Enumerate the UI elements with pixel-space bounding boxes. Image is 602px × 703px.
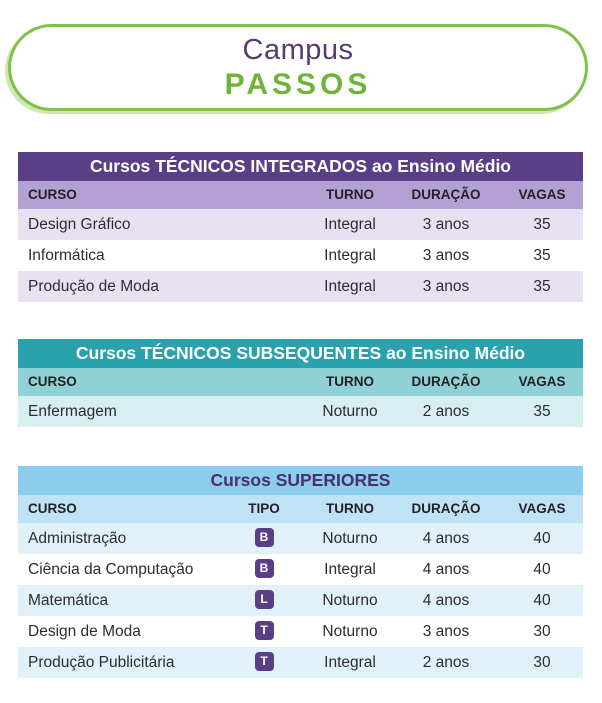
- table-row: [18, 523, 583, 554]
- tipo-badge: T: [255, 652, 274, 671]
- cell-turno: Noturno: [322, 403, 378, 420]
- cell-duracao: 3 anos: [422, 278, 470, 295]
- tipo-badge: L: [255, 590, 274, 609]
- header-curso: CURSO: [28, 187, 77, 202]
- cell-duracao: 4 anos: [422, 561, 470, 578]
- cell-tipo: [246, 616, 282, 647]
- cell-tipo: [246, 523, 282, 554]
- cell-turno: Noturno: [322, 530, 378, 547]
- header-vagas: VAGAS: [518, 374, 566, 389]
- table-title: Cursos SUPERIORES: [18, 466, 583, 495]
- header-duracao: DURAÇÃO: [411, 187, 481, 202]
- cell-vagas: 35: [533, 403, 551, 420]
- tipo-badge: B: [255, 528, 274, 547]
- header-turno: TURNO: [326, 374, 374, 389]
- table-title: Cursos TÉCNICOS SUBSEQUENTES ao Ensino Médio: [18, 339, 583, 368]
- table-row: [18, 554, 583, 585]
- table-row: [18, 647, 583, 678]
- cell-curso: Produção de Moda: [28, 278, 159, 295]
- cell-duracao: 2 anos: [422, 654, 470, 671]
- cell-curso: Informática: [28, 247, 105, 264]
- campus-label: Campus: [242, 34, 354, 66]
- cell-turno: Noturno: [322, 592, 378, 609]
- table-row: [18, 616, 583, 647]
- header-turno: TURNO: [326, 187, 374, 202]
- cell-curso: Enfermagem: [28, 403, 117, 420]
- header-duracao: DURAÇÃO: [411, 374, 481, 389]
- tipo-badge: T: [255, 621, 274, 640]
- table-header-row: [18, 368, 583, 396]
- table-title: Cursos TÉCNICOS INTEGRADOS ao Ensino Médio: [18, 152, 583, 181]
- cell-tipo: [246, 585, 282, 616]
- tipo-badge: B: [255, 559, 274, 578]
- cell-duracao: 4 anos: [422, 592, 470, 609]
- header-turno: TURNO: [326, 501, 374, 516]
- cell-curso: Design Gráfico: [28, 216, 131, 233]
- cell-duracao: 4 anos: [422, 530, 470, 547]
- cell-curso: Ciência da Computação: [28, 561, 194, 578]
- table-row: [18, 209, 583, 240]
- table-header-row: [18, 495, 583, 523]
- campus-name: PASSOS: [224, 68, 372, 101]
- table-row: [18, 396, 583, 427]
- table-header-row: [18, 181, 583, 209]
- cell-vagas: 30: [533, 623, 551, 640]
- cell-vagas: 35: [533, 216, 551, 233]
- cell-turno: Integral: [324, 216, 376, 233]
- campus-header: [8, 24, 588, 111]
- table-superiores: [18, 466, 583, 678]
- cell-vagas: 35: [533, 247, 551, 264]
- table-row: [18, 585, 583, 616]
- cell-vagas: 40: [533, 592, 551, 609]
- cell-curso: Produção Publicitária: [28, 654, 175, 671]
- cell-vagas: 35: [533, 278, 551, 295]
- cell-tipo: [246, 647, 282, 678]
- table-row: [18, 240, 583, 271]
- header-duracao: DURAÇÃO: [411, 501, 481, 516]
- cell-turno: Integral: [324, 278, 376, 295]
- table-integrados: [18, 152, 583, 302]
- header-curso: CURSO: [28, 374, 77, 389]
- cell-turno: Noturno: [322, 623, 378, 640]
- header-vagas: VAGAS: [518, 501, 566, 516]
- cell-duracao: 2 anos: [422, 403, 470, 420]
- cell-tipo: [246, 554, 282, 585]
- cell-vagas: 40: [533, 561, 551, 578]
- table-subsequentes: [18, 339, 583, 427]
- cell-turno: Integral: [324, 561, 376, 578]
- cell-vagas: 40: [533, 530, 551, 547]
- cell-duracao: 3 anos: [422, 216, 470, 233]
- header-vagas: VAGAS: [518, 187, 566, 202]
- cell-curso: Matemática: [28, 592, 109, 609]
- header-tipo: TIPO: [248, 501, 280, 516]
- cell-duracao: 3 anos: [422, 247, 470, 264]
- cell-vagas: 30: [533, 654, 551, 671]
- cell-curso: Design de Moda: [28, 623, 141, 640]
- cell-turno: Integral: [324, 247, 376, 264]
- cell-curso: Administração: [28, 530, 127, 547]
- table-row: [18, 271, 583, 302]
- cell-duracao: 3 anos: [422, 623, 470, 640]
- cell-turno: Integral: [324, 654, 376, 671]
- header-curso: CURSO: [28, 501, 77, 516]
